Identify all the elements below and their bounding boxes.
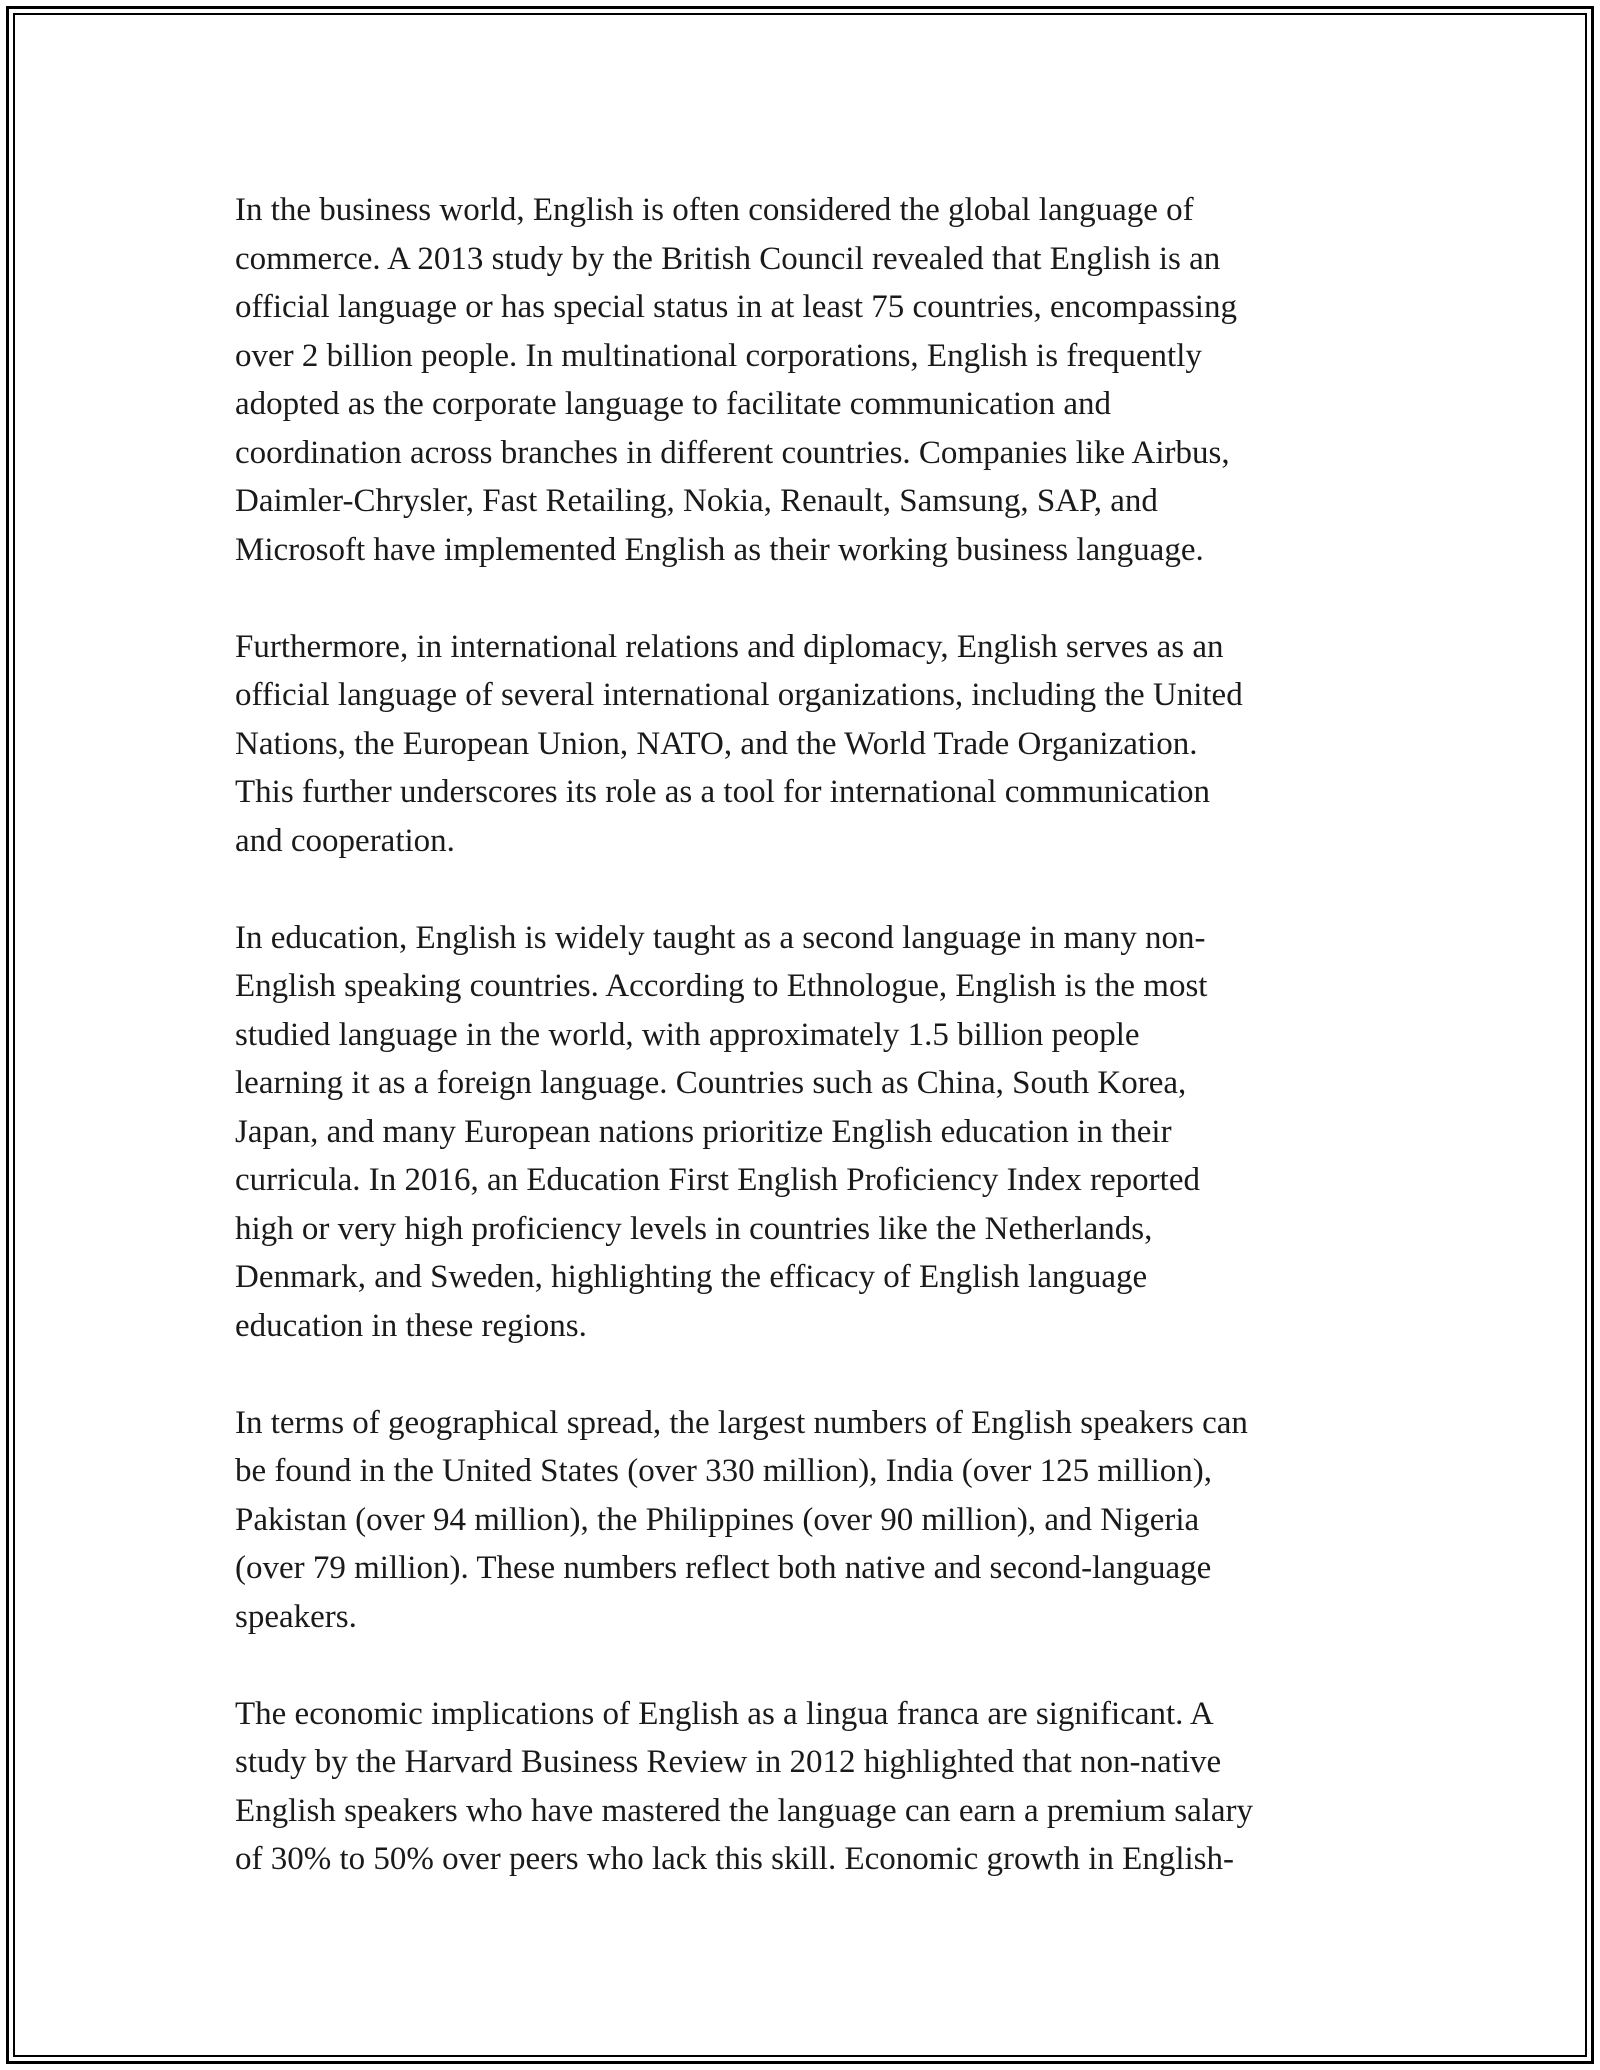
text-line: of 30% to 50% over peers who lack this skill. Economic growth in English- [235,1841,1234,1877]
text-line: Denmark, and Sweden, highlighting the efficacy of English language [235,1259,1148,1295]
text-line: Nations, the European Union, NATO, and the World Trade Organization. [235,725,1198,762]
paragraph-education [235,914,1380,1351]
document-body [235,186,1380,1932]
paragraph-geography [235,1399,1380,1642]
text-line: English speakers who have mastered the language can earn a premium salary [235,1792,1254,1829]
text-line: studied language in the world, with approximately 1.5 billion people [235,1016,1140,1053]
text-line: curricula. In 2016, an Education First English Proficiency Index reported [235,1162,1200,1198]
text-line: This further underscores its role as a tool for international communication [235,774,1211,810]
text-line: Daimler-Chrysler, Fast Retailing, Nokia, Renault, Samsung, SAP, and [235,483,1158,519]
text-line: education in these regions. [235,1307,587,1344]
text-line: Pakistan (over 94 million), the Philippines (over 90 million), and Nigeria [235,1501,1200,1538]
text-line: The economic implications of English as a lingua franca are significant. A [235,1695,1214,1732]
text-line: Japan, and many European nations prioritize English education in their [235,1113,1172,1150]
text-line: Microsoft have implemented English as their working business language. [235,531,1204,568]
text-line: study by the Harvard Business Review in 2012 highlighted that non-native [235,1744,1222,1780]
text-line: learning it as a foreign language. Countries such as China, South Korea, [235,1065,1187,1101]
paragraph-business [235,186,1380,574]
text-line: high or very high proficiency levels in countries like the Netherlands, [235,1210,1153,1247]
paragraph-diplomacy [235,623,1380,866]
text-line: over 2 billion people. In multinational corporations, English is frequently [235,337,1202,374]
text-line: and cooperation. [235,822,455,859]
text-line: In the business world, English is often considered the global language of [235,192,1194,228]
text-line: English speaking countries. According to Ethnologue, English is the most [235,968,1208,1004]
text-line: official language or has special status in at least 75 countries, encompassing [235,289,1237,325]
text-line: commerce. A 2013 study by the British Council revealed that English is an [235,240,1221,277]
text-line: adopted as the corporate language to facilitate communication and [235,386,1111,422]
text-line: Furthermore, in international relations and diplomacy, English serves as an [235,628,1224,665]
text-line: official language of several international organizations, including the United [235,677,1243,713]
text-line: coordination across branches in different countries. Companies like Airbus, [235,434,1230,471]
text-line: In education, English is widely taught as a second language in many non- [235,919,1206,956]
text-line: (over 79 million). These numbers reflect both native and second-language [235,1550,1212,1586]
text-line: speakers. [235,1598,357,1635]
text-line: be found in the United States (over 330 million), India (over 125 million), [235,1453,1212,1489]
paragraph-economics [235,1690,1380,1884]
text-line: In terms of geographical spread, the largest numbers of English speakers can [235,1404,1248,1441]
